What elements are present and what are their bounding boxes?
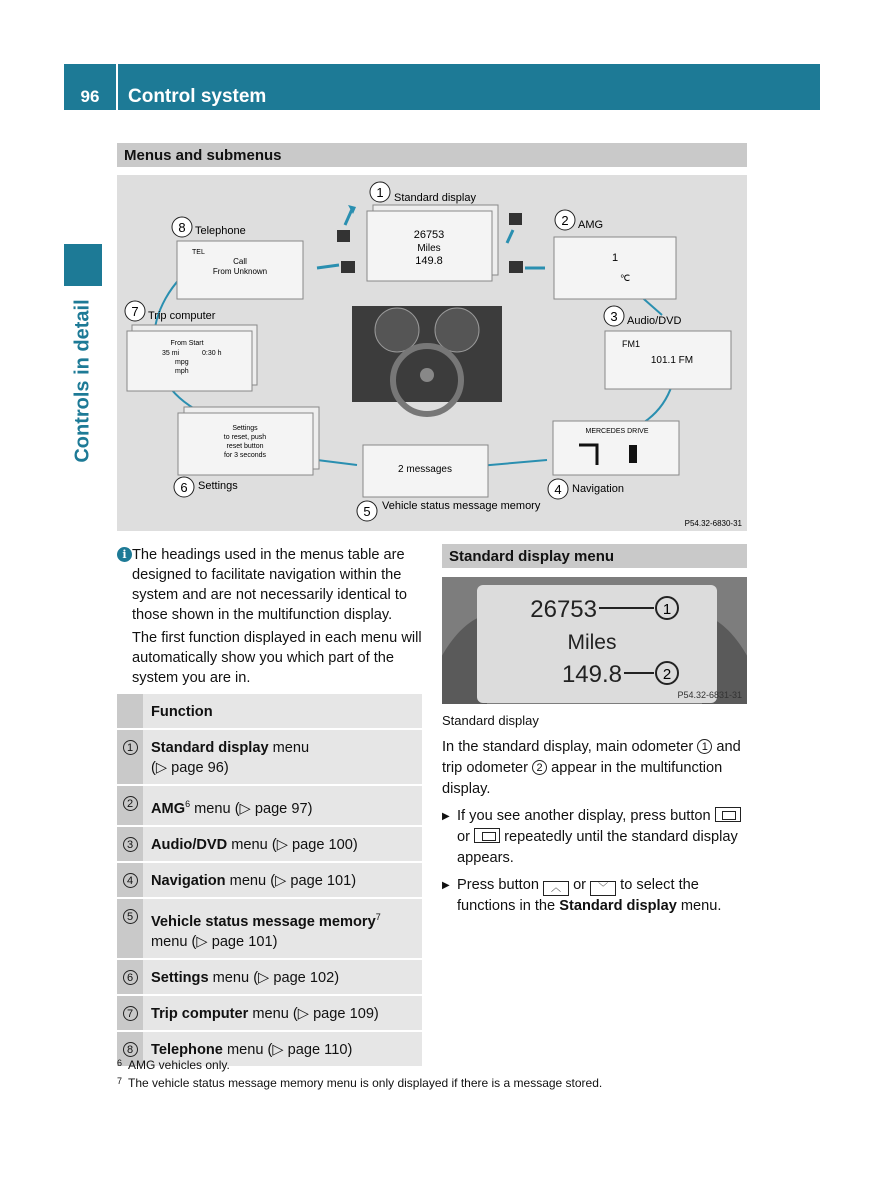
standard-display-photo-graphic (442, 577, 747, 704)
footnote-text: AMG vehicles only. (128, 1058, 230, 1072)
menus-diagram (117, 175, 747, 531)
table-row (117, 995, 422, 1031)
menus-diagram-graphic (117, 175, 747, 531)
body-text: to select the functions in the (457, 877, 699, 914)
photo-unit: Miles (567, 631, 617, 654)
table-row (117, 862, 422, 898)
callout-1-number: 1 (376, 185, 384, 200)
row-rest: menu (▷ page 110) (222, 1041, 353, 1058)
standard-screen-line3: 149.8 (415, 255, 443, 267)
table-row (117, 826, 422, 862)
side-tab (64, 292, 102, 470)
trip-screen-line1: From Start (170, 340, 204, 347)
row-number: 5 (123, 909, 138, 924)
arrow-up-standard (337, 205, 356, 242)
standard-display-photo (442, 577, 747, 704)
body-text: appear in the multifunction display. (442, 760, 723, 797)
trip-screen-line2: 35 mi (162, 350, 180, 357)
up-button-icon: ︿ (543, 881, 569, 896)
down-button-icon: ﹀ (590, 881, 616, 896)
audio-panel (605, 331, 731, 389)
header-divider (116, 64, 118, 110)
row-number: 1 (123, 740, 138, 755)
row-number: 4 (123, 873, 138, 888)
callout-2-icon: 2 (532, 760, 547, 775)
photo-callout-1: 1 (662, 601, 672, 618)
footnote (117, 1058, 230, 1072)
body-text: In the standard display, main odometer (442, 739, 694, 755)
row-title: Vehicle status message memory (151, 913, 376, 930)
row-number: 7 (123, 1006, 138, 1021)
callout-7-number: 7 (131, 304, 139, 319)
telephone-panel (177, 241, 303, 299)
navigation-screen-line1: MERCEDES DRIVE (585, 428, 649, 435)
amg-panel (554, 237, 676, 299)
table-row (117, 959, 422, 995)
navigation-panel (553, 421, 679, 475)
row-number: 2 (123, 796, 138, 811)
row-footnote-mark: 6 (185, 799, 191, 809)
row-title: Telephone (151, 1041, 223, 1058)
body-paragraph (442, 737, 754, 800)
footnote-mark: 6 (117, 1058, 123, 1068)
row-rest: menu (268, 740, 310, 756)
footnote-mark: 7 (117, 1076, 123, 1086)
row-rest: menu (▷ page 100) (227, 836, 358, 853)
arrow-left-telephone (317, 261, 355, 273)
row-rest: menu (▷ page 102) (208, 969, 340, 986)
photo-trip: 149.8 (561, 661, 622, 688)
body-text: Press button (457, 877, 539, 893)
callout-4-number: 4 (554, 482, 562, 497)
trip-screen-line3: 0:30 h (202, 350, 222, 357)
page-number: 96 (80, 87, 100, 106)
callout-3-number: 3 (610, 309, 618, 324)
standard-display-text (442, 737, 754, 923)
callout-8-number: 8 (178, 220, 186, 235)
row-rest: menu (▷ page 109) (248, 1005, 379, 1022)
row-line2: (▷ page 96) (151, 760, 229, 776)
row-line2: menu (▷ page 101) (151, 933, 278, 950)
steering-wheel-photo (352, 306, 502, 414)
phone-back-button-icon (715, 807, 741, 822)
label-vehicle-status: Vehicle status message memory (382, 500, 541, 512)
trip-screen-line5: mph (175, 368, 189, 375)
standard-display-panel (367, 205, 498, 281)
standard-screen-line2: Miles (417, 243, 441, 254)
audio-screen-line1: FM1 (622, 339, 640, 349)
footnote (117, 1076, 602, 1090)
settings-screen-line4: for 3 seconds (223, 452, 267, 459)
amg-screen-line1: 1 (611, 252, 619, 264)
figure-caption: Standard display (442, 713, 539, 728)
table-row (117, 729, 422, 785)
label-telephone: Telephone (195, 225, 246, 237)
bullet-instruction-2 (442, 875, 754, 917)
phone-forward-button-icon (474, 828, 500, 843)
page-title: Control system (128, 86, 267, 107)
row-title: Trip computer (151, 1005, 249, 1022)
table-row (117, 785, 422, 826)
side-tab-marker (64, 244, 102, 286)
photo-ref: P54.32-6831-31 (677, 690, 742, 700)
row-rest: menu (▷ page 97) (190, 800, 313, 817)
label-settings: Settings (198, 480, 238, 492)
amg-screen-line2: ℃ (619, 273, 631, 283)
body-text: or (573, 877, 587, 893)
body-text: repeatedly until the standard display appears. (457, 829, 738, 866)
settings-panel (178, 407, 319, 475)
vehicle-screen-line1: 2 messages (398, 464, 452, 475)
label-standard-display: Standard display (394, 192, 476, 204)
settings-screen-line1: Settings (232, 425, 258, 432)
label-amg: AMG (578, 219, 604, 231)
diagram-ref: P54.32-6830-31 (684, 519, 742, 528)
table-row (117, 898, 422, 959)
page-header (64, 64, 820, 110)
row-title: Navigation (151, 872, 226, 889)
photo-odometer: 26753 (530, 596, 597, 623)
trip-computer-panel (127, 325, 257, 391)
side-tab-label: Controls in detail (71, 299, 94, 463)
callout-2-number: 2 (561, 213, 569, 228)
footnote-text: The vehicle status message memory menu is only displayed if there is a message stored. (128, 1076, 603, 1090)
label-audio-dvd: Audio/DVD (627, 315, 682, 327)
photo-callout-2: 2 (662, 666, 672, 683)
table-header-function: Function (143, 694, 422, 729)
info-icon: i (117, 547, 132, 562)
telephone-screen-line2: Call (233, 257, 247, 266)
arrow-down-standard (507, 213, 522, 243)
section-heading-menus: Menus and submenus (117, 143, 747, 167)
label-trip-computer: Trip computer (148, 310, 216, 322)
standard-screen-line1: 26753 (413, 229, 445, 241)
callout-6-number: 6 (180, 480, 188, 495)
row-number: 6 (123, 970, 138, 985)
telephone-screen-line1: TEL (192, 249, 205, 256)
trip-screen-line4: mpg (175, 359, 189, 366)
label-navigation: Navigation (572, 483, 624, 495)
function-table (117, 694, 422, 1068)
body-text: or (457, 829, 470, 845)
body-text: and trip odometer (442, 739, 741, 776)
row-number: 3 (123, 837, 138, 852)
callout-1-icon: 1 (697, 739, 712, 754)
info-note (117, 545, 425, 691)
body-bold-text: Standard display (559, 898, 677, 914)
bullet-instruction-1 (442, 806, 754, 869)
settings-screen-line2: to reset, push (223, 434, 267, 441)
cycle-arrow-vehicle-settings (317, 460, 357, 465)
info-paragraph-1: The headings used in the menus table are designed to facilitate navigation within the system and are not necessarily identical to those shown in the multifunction display. (132, 547, 407, 623)
row-title: Standard display (151, 740, 269, 756)
arrow-right-amg (509, 261, 545, 273)
vehicle-status-panel (363, 445, 488, 497)
body-text: If you see another display, press button (457, 808, 711, 824)
row-title: AMG (151, 800, 186, 817)
table-header-num (117, 694, 143, 729)
info-paragraph-2: The first function displayed in each menu will automatically show you which part of the system you are in. (132, 630, 422, 686)
section-heading-standard-display: Standard display menu (442, 544, 747, 568)
row-number: 8 (123, 1042, 138, 1057)
row-title: Audio/DVD (151, 836, 228, 853)
callout-5-number: 5 (363, 504, 371, 519)
body-text: menu. (680, 898, 722, 914)
audio-screen-line2: 101.1 FM (650, 355, 694, 366)
settings-screen-line3: reset button (226, 443, 264, 450)
row-title: Settings (151, 969, 209, 986)
table-header-row (117, 694, 422, 729)
row-footnote-mark: 7 (375, 911, 381, 922)
row-rest: menu (▷ page 101) (225, 872, 357, 889)
telephone-screen-line3: From Unknown (212, 267, 268, 276)
